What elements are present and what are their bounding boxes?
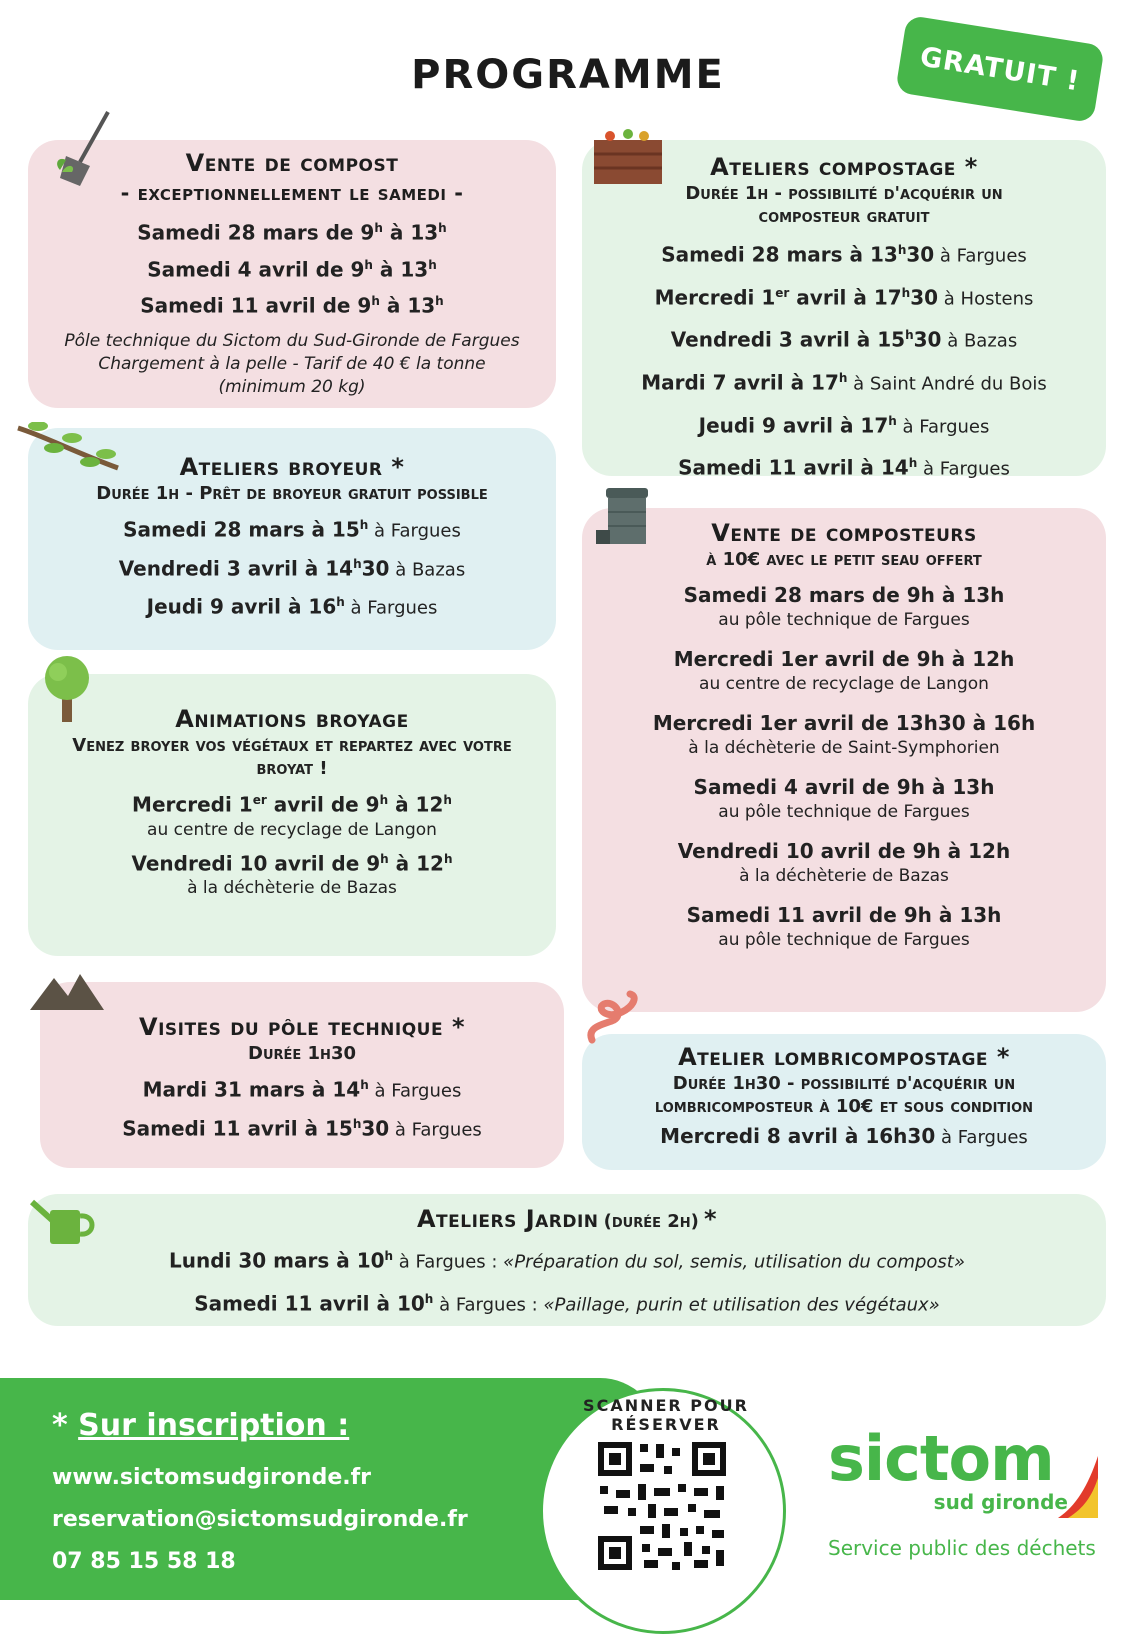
broyeur-subtitle: Durée 1h - Prêt de broyeur gratuit possible xyxy=(96,483,488,504)
ateliers-compostage-date-5: Jeudi 9 avril à 17$^h$ à Fargues xyxy=(698,413,990,438)
compost-note-3: (minimum 20 kg) xyxy=(218,376,366,397)
website-link[interactable]: www.sictomsudgironde.fr xyxy=(52,1465,372,1490)
brand-tagline: Service public des déchets xyxy=(828,1536,1096,1560)
ateliers-compostage-date-4: Mardi 7 avril à 17$^h$ à Saint André du Bois xyxy=(641,370,1047,395)
compost-note-1: Pôle technique du Sictom du Sud-Gironde de Fargues xyxy=(64,330,520,351)
ateliers-compostage-subtitle: Durée 1h - possibilité d'acquérir un composteur gratuit xyxy=(685,183,1003,227)
phone-number[interactable]: 07 85 15 58 18 xyxy=(52,1549,236,1574)
ateliers-compostage-date-6: Samedi 11 avril à 14$^h$ à Fargues xyxy=(678,455,1010,480)
brand-region: sud gironde xyxy=(933,1490,1068,1514)
animations-date-2: Vendredi 10 avril de 9$^h$ à 12$^h$ xyxy=(131,851,453,876)
composteurs-date-4: Samedi 4 avril de 9h à 13h xyxy=(693,775,995,799)
visites-date-1: Mardi 31 mars à 14$^h$ à Fargues xyxy=(142,1077,462,1102)
jardin-date-2: Samedi 11 avril à 10$^h$ à Fargues : «Paillage, purin et utilisation des végétaux» xyxy=(194,1291,940,1316)
gratuit-badge: GRATUIT ! xyxy=(895,15,1105,123)
jardin-star: * xyxy=(703,1205,718,1233)
animations-place-1: au centre de recyclage de Langon xyxy=(147,819,437,840)
visites-card xyxy=(40,982,564,1168)
qr-caption: SCANNER POUR RÉSERVER xyxy=(583,1396,749,1434)
compost-bin-icon xyxy=(590,126,666,186)
composteurs-date-1: Samedi 28 mars de 9h à 13h xyxy=(683,583,1005,607)
page-title: PROGRAMME xyxy=(411,52,725,98)
jardin-title-row xyxy=(28,1204,1106,1234)
branch-icon xyxy=(14,422,126,482)
compost-date-1: Samedi 28 mars de 9$^h$ à 13$^h$ xyxy=(137,220,447,245)
watering-can-icon xyxy=(30,1196,100,1246)
compost-note-2: Chargement à la pelle - Tarif de 40 € la tonne xyxy=(98,353,486,374)
composter-icon xyxy=(596,486,654,548)
jardin-date-1: Lundi 30 mars à 10$^h$ à Fargues : «Préparation du sol, semis, utilisation du compost» xyxy=(169,1248,965,1273)
composteurs-place-5: à la déchèterie de Bazas xyxy=(739,866,949,886)
ateliers-compostage-title: Ateliers compostage * xyxy=(710,153,978,181)
logo-flame-icon xyxy=(1058,1456,1098,1518)
composteurs-date-5: Vendredi 10 avril de 9h à 12h xyxy=(677,839,1011,863)
visites-subtitle: Durée 1h30 xyxy=(248,1043,356,1064)
lombri-subtitle-2: lombricomposteur à 10€ et sous condition xyxy=(654,1096,1034,1117)
composteurs-place-1: au pôle technique de Fargues xyxy=(718,610,970,630)
composteurs-date-6: Samedi 11 avril de 9h à 13h xyxy=(686,903,1002,927)
composteurs-date-2: Mercredi 1er avril de 9h à 12h xyxy=(673,647,1015,671)
jardin-duration: (durée 2h) xyxy=(603,1211,699,1232)
animations-date-1: Mercredi 1er avril de 9$^h$ à 12$^h$ xyxy=(132,792,452,817)
lombri-date: Mercredi 8 avril à 16h30 à Fargues xyxy=(660,1124,1028,1148)
composteurs-place-2: au centre de recyclage de Langon xyxy=(699,674,989,694)
ateliers-compostage-date-3: Vendredi 3 avril à 15$^h$30 à Bazas xyxy=(670,327,1018,352)
visites-title: Visites du pôle technique * xyxy=(139,1013,465,1041)
visites-date-2: Samedi 11 avril à 15$^h$30 à Fargues xyxy=(122,1116,482,1141)
brand-name: sictom xyxy=(828,1422,1054,1495)
composteurs-place-6: au pôle technique de Fargues xyxy=(718,930,970,950)
animations-title: Animations broyage xyxy=(175,705,409,733)
compost-date-2: Samedi 4 avril de 9$^h$ à 13$^h$ xyxy=(147,257,437,282)
broyeur-date-2: Vendredi 3 avril à 14$^h$30 à Bazas xyxy=(118,556,466,581)
lombri-card xyxy=(582,1034,1106,1170)
lombri-subtitle-1: Durée 1h30 - possibilité d'acquérir un xyxy=(672,1073,1016,1094)
compost-subtitle: - exceptionnellement le samedi - xyxy=(120,181,464,205)
email-link[interactable]: reservation@sictomsudgironde.fr xyxy=(52,1507,468,1532)
tree-icon xyxy=(40,654,96,724)
broyeur-date-1: Samedi 28 mars à 15$^h$ à Fargues xyxy=(123,517,461,542)
composteurs-title: Vente de composteurs xyxy=(711,519,977,547)
qr-code-icon[interactable] xyxy=(594,1438,730,1574)
broyeur-title: Ateliers broyeur * xyxy=(179,453,405,481)
composteurs-date-3: Mercredi 1er avril de 13h30 à 16h xyxy=(652,711,1036,735)
footer xyxy=(0,1378,1136,1600)
mountains-icon xyxy=(30,970,104,1012)
ateliers-compostage-date-2: Mercredi 1er avril à 17$^h$30 à Hostens xyxy=(654,285,1034,310)
animations-place-2: à la déchèterie de Bazas xyxy=(187,878,397,899)
shovel-icon xyxy=(50,108,116,190)
jardin-title: Ateliers Jardin xyxy=(416,1205,599,1233)
composteurs-place-4: au pôle technique de Fargues xyxy=(718,802,970,822)
worm-icon xyxy=(584,990,644,1046)
composteurs-subtitle: à 10€ avec le petit seau offert xyxy=(706,549,982,570)
compost-date-3: Samedi 11 avril de 9$^h$ à 13$^h$ xyxy=(140,293,444,318)
ateliers-compostage-date-1: Samedi 28 mars à 13$^h$30 à Fargues xyxy=(661,242,1027,267)
composteurs-place-3: à la déchèterie de Saint-Symphorien xyxy=(688,738,1000,758)
compost-title: Vente de compost xyxy=(185,149,399,177)
composteurs-card xyxy=(582,508,1106,1012)
inscription-heading: * Sur inscription : xyxy=(52,1408,350,1443)
animations-subtitle: Venez broyer vos végétaux et repartez avec votre broyat ! xyxy=(72,735,512,779)
jardin-card xyxy=(28,1194,1106,1326)
animations-card xyxy=(28,674,556,956)
broyeur-date-3: Jeudi 9 avril à 16$^h$ à Fargues xyxy=(146,594,438,619)
contact-block xyxy=(52,1408,468,1583)
lombri-title: Atelier lombricompostage * xyxy=(678,1043,1010,1071)
ateliers-compostage-card xyxy=(582,140,1106,480)
